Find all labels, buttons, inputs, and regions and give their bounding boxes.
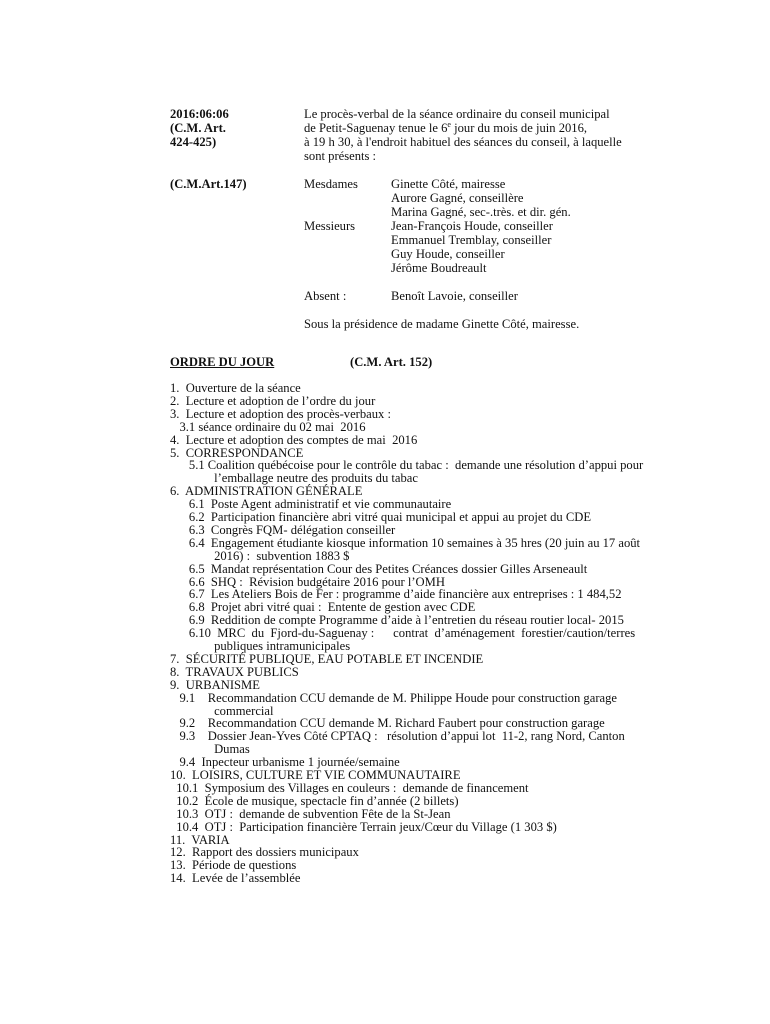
agenda-item: l’emballage neutre des produits du tabac [170,471,418,486]
agenda-item: 9. URBANISME [170,677,260,692]
agenda-item: 6.8 Projet abri vitré quai : Entente de gestion avec CDE [170,600,476,615]
agenda-item: commercial [170,703,274,718]
agenda-item: 1. Ouverture de la séance [170,381,301,395]
agenda-item: 13. Période de questions [170,858,297,873]
agenda-item: 9.3 Dossier Jean-Yves Côté CPTAQ : résolution d’appui lot 11-2, rang Nord, Canton [170,729,625,744]
agenda-item: 10.3 OTJ : demande de subvention Fête de la St-Jean [170,806,451,821]
attendee: Marina Gagné, sec-.très. et dir. gén. [391,205,571,219]
attendee: Jérôme Boudreault [391,261,487,275]
agenda-item: 10.2 École de musique, spectacle fin d’année (2 billets) [170,793,459,808]
agenda-item: 9.4 Inpecteur urbanisme 1 journée/semaine [170,755,400,770]
agenda-item: 4. Lecture et adoption des comptes de mai 2016 [170,432,418,447]
mesdames-label: Mesdames [304,177,358,191]
agenda-item: 2016) : subvention 1883 $ [170,548,350,563]
attendee: Jean-François Houde, conseiller [391,219,553,233]
intro-line-1: Le procès-verbal de la séance ordinaire du conseil municipal [304,107,610,121]
session-ref-numbers: 424-425) [170,135,217,149]
absent-member: Benoît Lavoie, conseiller [391,289,518,303]
attendee: Ginette Côté, mairesse [391,177,506,191]
agenda-item: 2. Lecture et adoption de l’ordre du jour [170,393,376,408]
attendance-ref: (C.M.Art.147) [170,177,247,191]
agenda-ref: (C.M. Art. 152) [350,355,433,369]
agenda-item: 9.1 Recommandation CCU demande de M. Philippe Houde pour construction garage [170,690,617,705]
attendee: Emmanuel Tremblay, conseiller [391,233,552,247]
ordinal-superscript: e [447,119,451,129]
agenda-item: 12. Rapport des dossiers municipaux [170,845,359,860]
agenda-item: 6.9 Reddition de compte Programme d’aide à l’entretien du réseau routier local- 2015 [170,613,624,628]
agenda-item: 6. ADMINISTRATION GÉNÉRALE [170,484,363,499]
agenda-item: 6.1 Poste Agent administratif et vie communautaire [170,497,452,512]
agenda-item: 5. CORRESPONDANCE [170,445,304,460]
intro-line-4: sont présents : [304,149,377,163]
messieurs-label: Messieurs [304,219,356,233]
agenda-item: 9.2 Recommandation CCU demande M. Richard Faubert pour construction garage [170,716,605,731]
agenda-item: 10.1 Symposium des Villages en couleurs : demande de financement [170,780,529,795]
agenda-item: 6.2 Participation financière abri vitré quai municipal et appui au projet du CDE [170,510,592,524]
agenda-title: ORDRE DU JOUR [170,355,275,369]
agenda-item: 6.6 SHQ : Révision budgétaire 2016 pour l’OMH [170,574,445,589]
agenda-item: 6.5 Mandat représentation Cour des Petites Créances dossier Gilles Arseneault [170,561,588,576]
agenda-item: 3. Lecture et adoption des procès-verbaux : [170,406,392,421]
agenda-item: 6.7 Les Ateliers Bois de Fer : programme d’aide financière aux entreprises : 1 484,52 [170,587,622,602]
session-ref-article: (C.M. Art. [170,121,226,135]
agenda-item: 7. SÉCURITÉ PUBLIQUE, EAU POTABLE ET INCENDIE [170,651,484,666]
attendee: Aurore Gagné, conseillère [391,191,524,205]
agenda-item: 3.1 séance ordinaire du 02 mai 2016 [170,419,366,434]
agenda-item: publiques intramunicipales [170,639,351,653]
intro-line-2: de Petit-Saguenay tenue le 6e jour du mois de juin 2016, [304,119,588,135]
presidence-statement: Sous la présidence de madame Ginette Côté, mairesse. [304,317,580,331]
agenda-item: 14. Levée de l’assemblée [170,871,301,886]
attendee: Guy Houde, conseiller [391,247,505,261]
absent-label: Absent : [304,289,347,303]
agenda-item: 6.4 Engagement étudiante kiosque information 10 semaines à 35 hres (20 juin au 17 août [170,535,641,550]
agenda-item: 6.3 Congrès FQM- délégation conseiller [170,522,396,537]
agenda-item: 10. LOISIRS, CULTURE ET VIE COMMUNAUTAIRE [170,768,461,782]
agenda-item: 10.4 OTJ : Participation financière Terrain jeux/Cœur du Village (1 303 $) [170,819,557,834]
intro-line-3: à 19 h 30, à l'endroit habituel des séances du conseil, à laquelle [304,135,622,149]
session-date: 2016:06:06 [170,107,229,121]
agenda-item: 8. TRAVAUX PUBLICS [170,664,299,679]
agenda-item: 11. VARIA [170,832,230,847]
agenda-item: Dumas [170,742,250,757]
agenda-item: 6.10 MRC du Fjord-du-Saguenay : contrat d’aménagement forestier/caution/terres [170,626,636,641]
agenda-item: 5.1 Coalition québécoise pour le contrôle du tabac : demande une résolution d’appui pour [170,458,644,473]
